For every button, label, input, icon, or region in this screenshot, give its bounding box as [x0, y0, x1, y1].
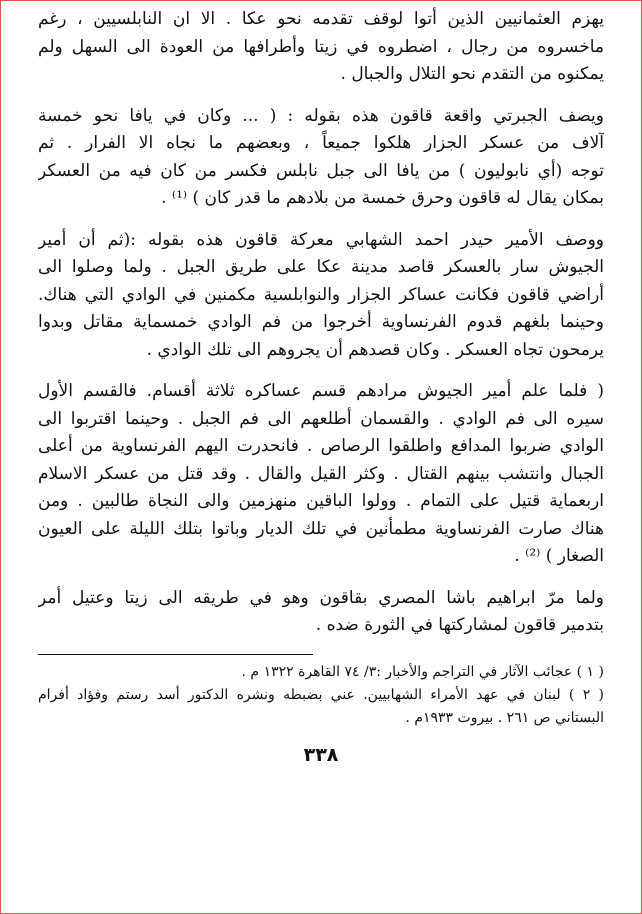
text-line: ووصف الأمير حيدر احمد الشهابي معركة قاقون هذه بقوله :(ثم أن أمير — [38, 229, 604, 250]
text-line: الجبال وانتشب بينهم القتال . وكثر القيل والقال . وقد قتل من عسكر الاسلام — [38, 463, 604, 484]
paragraph-4 — [38, 378, 604, 571]
page-body — [38, 6, 604, 766]
footnote-2-cont: البستاني ص ٢٦١ . بيروت ١٩٣٣م . — [405, 709, 604, 726]
text-line: أراضي قاقون فكانت عساكر الجزار والنوابلسية مكمنين في الوادي التي هناك. — [38, 284, 604, 305]
text-line: ( فلما علم أمير الجيوش مرادهم قسم عساكره ثلاثة أقسام. فالقسم الأول — [38, 381, 604, 401]
paragraph-2 — [38, 103, 604, 213]
page-number: ٣٣٨ — [303, 743, 339, 766]
text-line: يهزم العثمانيين الذين أتوا لوقف تقدمه نحو عكا . الا ان النابلسيين ، رغم — [38, 9, 604, 29]
paragraph-3 — [38, 227, 604, 365]
text-line: اربعماية قتيل على التمام . وولوا الباقين منهزمين والى النجاة طالبين . ومن — [38, 491, 604, 511]
footnotes — [38, 661, 604, 730]
text-line: الجيوش سار بالعسكر قاصد مدينة عكا على طريق الجبل . ولما وصلوا الى — [38, 257, 604, 277]
text-line: سيره الى فم الوادي . والقسمان أطلعهم الى فم الجبل . وحينما اقتربوا الى — [38, 408, 604, 429]
text-line: آلاف من عسكر الجزار هلكوا جميعاً ، وبعضهم ما نجاه الا الفرار . ثم — [38, 133, 604, 153]
paragraph-5 — [38, 585, 604, 640]
text-line: وحينما بلغهم قدوم الفرنساوية أخرجوا من فم الوادي خمسماية مقاتل وبدوا — [38, 312, 604, 332]
text-line: بمكان يقال له قاقون وحرق خمسة من بلادهم ما قدر كان ) ⁽¹⁾ . — [161, 188, 604, 208]
text-line: ماخسروه من رجال ، اضطروه في زيتا وأطرافها من العودة الى السهل ولم — [38, 36, 604, 57]
paragraph-1 — [38, 6, 604, 89]
text-line: يرمحون تجاه العسكر . وكان قصدهم أن يجروهم الى تلك الوادي . — [146, 339, 604, 360]
text-line: ولما مرّ ابراهيم باشا المصري بقاقون وهو في طريقه الى زيتا وعتيل أمر — [38, 587, 604, 608]
text-line: يمكنوه من التقدم نحو التلال والجبال . — [340, 64, 604, 84]
footnote-separator — [38, 654, 313, 655]
text-line: هناك صارت الفرنساوية مطمأنين في تلك الديار وباتوا بتلك الليلة على العيون — [38, 518, 604, 539]
text-line: توجه (أي نابوليون ) من يافا الى جبل نابلس فكسر من كان فيه من العسكر — [38, 160, 604, 181]
footnote-1: ( ١ ) عجائب الآثار في التراجم والأخبار :٣/ ٧٤ القاهرة ١٣٢٢ م . — [241, 663, 604, 680]
text-line: بتدمير قاقون لمشاركتها في الثورة ضده . — [315, 615, 604, 635]
text-line: الوادي ضربوا المدافع واطلقوا الرصاص . فانحدرت اليهم الفرنساوية من أعلى — [38, 436, 604, 456]
footnote-2: ( ٢ ) لبنان في عهد الأمراء الشهابيين. عني بضبطه ونشره الدكتور أسد رستم وفؤاد أفرام — [38, 686, 604, 703]
text-line: ويصف الجبرتي واقعة قاقون هذه بقوله : ( ... وكان في يافا نحو خمسة — [38, 105, 604, 126]
text-line: الصغار ) ⁽²⁾ . — [514, 546, 604, 566]
